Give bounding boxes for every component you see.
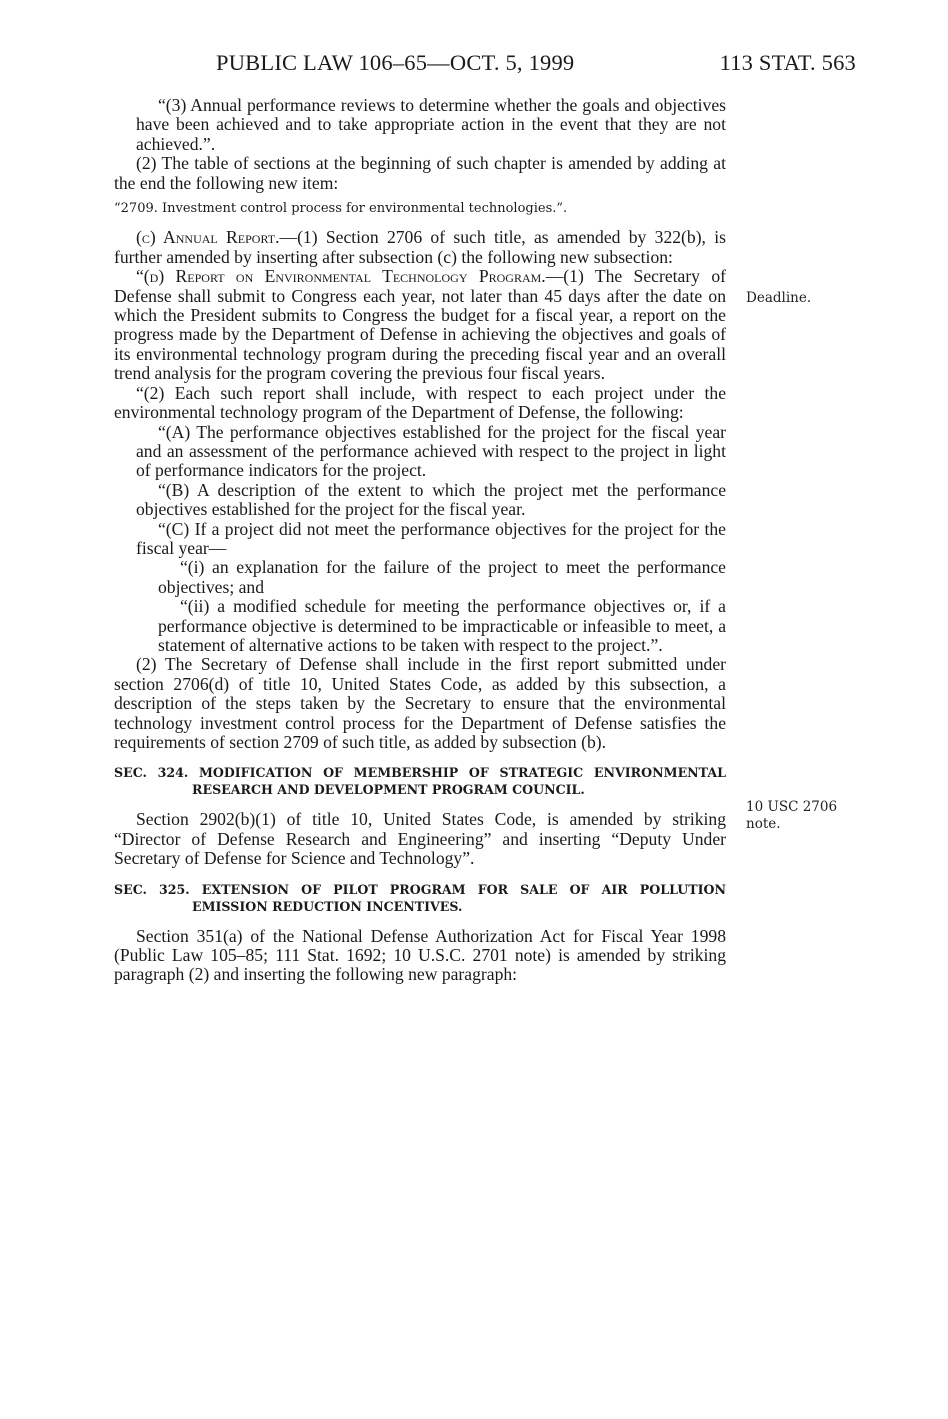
paragraph-annual-report (114, 228, 726, 267)
section-324-heading: SEC. 324. MODIFICATION OF MEMBERSHIP OF STRATEGIC ENVIRONMENTAL RESEARCH AND DEVELOPMENT PROGRAM COUNCIL. (114, 765, 726, 798)
paragraph-report-contents: “(2) Each such report shall include, with respect to each project under the environmental technology program of the Department of Defense, the following: (114, 382, 726, 423)
annual-report-text: —(1) Section 2706 of such title, as amended by 322(b), is further amended by inserting after subsection (c) the following new subsection: (114, 227, 726, 267)
annual-report-label: (c) Annual Report. (136, 227, 280, 248)
section-325-heading: SEC. 325. EXTENSION OF PILOT PROGRAM FOR SALE OF AIR POLLUTION EMISSION REDUCTION INCENTIVES. (114, 881, 726, 914)
subparagraph-c: “(C) If a project did not meet the performance objectives for the project for the fiscal year— (136, 518, 726, 558)
paragraph-annual-reviews: “(3) Annual performance reviews to determine whether the goals and objectives have been achieved and to take appropriate action in the event that they are not achieved.”. (136, 95, 726, 154)
margin-note-usc-line2: note. (746, 816, 781, 832)
report-env-tech-label: “(d) Report on Environmental Technology Program. (136, 266, 546, 287)
report-env-tech-text: —(1) The Secretary of Defense shall submit to Congress each year, not later than 45 days after the date on which the President submits to Congress the budget for a fiscal year, a report on the progress made by the Department of Defense in achieving the objectives and goals of its environmental technology program during the preceding fiscal year and an overall trend analysis for the program covering the previous four fiscal years. (114, 266, 726, 384)
section-324-text: Section 2902(b)(1) of title 10, United States Code, is amended by striking “Director of Defense Research and Engineering” and inserting “Deputy Under Secretary of Defense for Science and Technology”. (114, 809, 726, 869)
margin-note-usc-line1: 10 USC 2706 (746, 799, 838, 815)
new-item-2709: “2709. Investment control process for environmental technologies.”. (114, 201, 568, 217)
stat-page-number: 113 STAT. 563 (719, 50, 856, 75)
paragraph-report-env-tech (114, 267, 726, 383)
margin-note-deadline: Deadline. (746, 290, 812, 306)
subparagraph-a: “(A) The performance objectives established for the project for the fiscal year and an assessment of the performance achieved with respect to the project in light of performance indicators for the project. (136, 421, 726, 481)
paragraph-table-of-sections: (2) The table of sections at the beginning of such chapter is amended by adding at the end the following new item: (114, 153, 726, 193)
subparagraph-b: “(B) A description of the extent to which the project met the performance objectives established for the project for the fiscal year. (136, 479, 726, 520)
clause-ii: “(ii) a modified schedule for meeting the performance objectives or, if a performance objective is determined to be impracticable or infeasible to meet, a statement of alternative actions to be taken with respect to the project.”. (158, 596, 726, 655)
clause-i: “(i) an explanation for the failure of the project to meet the performance objectives; and (158, 557, 726, 597)
margin-note-usc (746, 799, 837, 833)
body-column (114, 96, 726, 985)
section-325-text: Section 351(a) of the National Defense Authorization Act for Fiscal Year 1998 (Public Law 105–85; 111 Stat. 1692; 10 U.S.C. 2701 note) is amended by striking paragraph (2) and inserting the following new paragraph: (114, 925, 726, 985)
public-law-title: PUBLIC LAW 106–65—OCT. 5, 1999 (216, 50, 575, 75)
paragraph-first-report: (2) The Secretary of Defense shall include in the first report submitted under section 2706(d) of title 10, United States Code, as added by this subsection, a description of the steps taken by the Secretary to ensure that the environmental technology investment control process for the Department of Defense satisfies the requirements of section 2709 of such title, as added by subsection (b). (114, 654, 726, 752)
page-header (0, 50, 948, 80)
